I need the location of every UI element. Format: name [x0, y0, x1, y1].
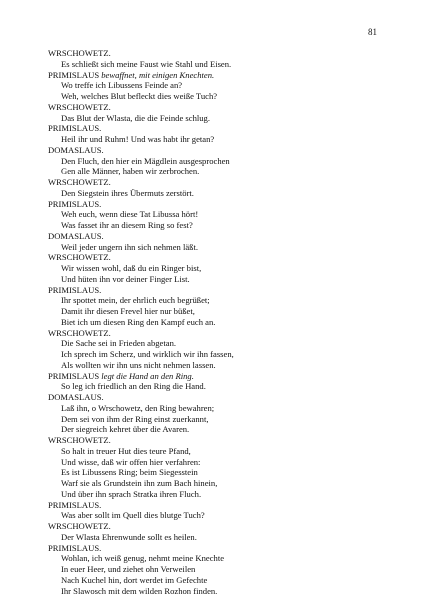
verse-text: Und wisse, daß wir offen hier verfahren:	[61, 456, 201, 467]
verse-line	[48, 478, 388, 489]
speaker-name	[48, 285, 388, 296]
verse-line	[48, 317, 388, 328]
speaker-label: WRSCHOWETZ.	[48, 252, 111, 263]
page-number: 81	[368, 27, 377, 37]
speaker-label: PRIMISLAUS.	[48, 284, 102, 295]
verse-line	[48, 510, 388, 521]
speaker-name	[48, 521, 388, 532]
stage-direction: bewaffnet, mit einigen Knechten.	[99, 69, 215, 80]
speaker-label: WRSCHOWETZ.	[48, 177, 111, 187]
verse-text: Ich sprech im Scherz, und wirklich wir ihn fassen,	[61, 349, 234, 359]
drama-text	[48, 48, 388, 596]
speaker-label: WRSCHOWETZ.	[48, 101, 111, 112]
verse-line	[48, 306, 388, 317]
speaker-name	[48, 199, 388, 210]
verse-line	[48, 220, 388, 231]
verse-text: Ihr Slawosch mit dem wilden Rozhon finden.	[61, 585, 218, 596]
verse-line	[48, 457, 388, 468]
verse-text: Wo treffe ich Libussens Feinde an?	[61, 80, 183, 91]
verse-text: Was aber sollt im Quell dies blutge Tuch?	[61, 510, 205, 521]
verse-line	[48, 166, 388, 177]
verse-text: Biet ich um diesen Ring den Kampf euch an.	[61, 316, 216, 327]
verse-text: Gen alle Männer, haben wir zerbrochen.	[61, 166, 200, 177]
verse-line	[48, 467, 388, 478]
speaker-name	[48, 371, 388, 382]
speaker-name	[48, 70, 388, 81]
speaker-label: WRSCHOWETZ.	[48, 521, 111, 531]
verse-text: Dem sei von ihm der Ring einst zuerkannt,	[61, 413, 209, 424]
stage-direction: legt die Hand an den Ring.	[99, 370, 194, 381]
speaker-name	[48, 177, 388, 188]
speaker-name	[48, 500, 388, 511]
verse-text: Der Wlasta Ehrenwunde sollt es heilen.	[61, 531, 197, 542]
speaker-name	[48, 328, 388, 339]
verse-text: So halt in treuer Hut dies teure Pfand,	[61, 445, 191, 456]
speaker-name	[48, 48, 388, 59]
verse-line	[48, 274, 388, 285]
speaker-label: PRIMISLAUS.	[48, 198, 102, 209]
speaker-name	[48, 543, 388, 554]
speaker-name	[48, 252, 388, 263]
speaker-name	[48, 231, 388, 242]
verse-text: Es schließt sich meine Faust wie Stahl und Eisen.	[61, 58, 232, 69]
verse-line	[48, 113, 388, 124]
verse-line	[48, 564, 388, 575]
verse-text: Das Blut der Wlasta, die die Feinde schlug.	[61, 112, 211, 123]
speaker-label: DOMASLAUS.	[48, 392, 104, 402]
speaker-label: PRIMISLAUS.	[48, 499, 102, 510]
speaker-label: PRIMISLAUS.	[48, 542, 102, 553]
speaker-label: WRSCHOWETZ.	[48, 48, 111, 58]
verse-line	[48, 242, 388, 253]
verse-text: So leg ich friedlich an den Ring die Hand.	[61, 381, 206, 392]
verse-line	[48, 349, 388, 360]
speaker-label: PRIMISLAUS	[48, 370, 100, 381]
verse-line	[48, 446, 388, 457]
verse-text: Die Sache sei in Frieden abgetan.	[61, 338, 177, 349]
verse-line	[48, 91, 388, 102]
verse-line	[48, 414, 388, 425]
speaker-label: PRIMISLAUS.	[48, 123, 102, 134]
verse-line	[48, 575, 388, 586]
verse-text: Weh, welches Blut befleckt dies weiße Tuch?	[61, 91, 218, 101]
verse-text: Damit ihr diesen Frevel hier nur büßet,	[61, 306, 195, 316]
verse-line	[48, 586, 388, 597]
verse-text: Den Fluch, den hier ein Mägdlein ausgesprochen	[61, 155, 230, 166]
speaker-name	[48, 435, 388, 446]
speaker-name	[48, 145, 388, 156]
speaker-label: PRIMISLAUS	[48, 69, 100, 80]
verse-line	[48, 532, 388, 543]
verse-text: Weil jeder ungern ihn sich nehmen läßt.	[61, 241, 199, 252]
verse-text: Weh euch, wenn diese Tat Libussa hört!	[61, 209, 199, 220]
verse-line	[48, 156, 388, 167]
speaker-label: DOMASLAUS.	[48, 144, 104, 155]
verse-text: Warf sie als Grundstein ihn zum Bach hinein,	[61, 478, 218, 488]
verse-text: Nach Kuchel hin, dort werdet im Gefechte	[61, 574, 208, 585]
verse-line	[48, 209, 388, 220]
verse-text: Und hüten ihn vor deiner Finger List.	[61, 273, 190, 284]
verse-line	[48, 59, 388, 70]
verse-text: Wir wissen wohl, daß du ein Ringer bist,	[61, 263, 202, 273]
verse-text: Als wollten wir ihn uns nicht nehmen lassen.	[61, 359, 216, 370]
speaker-name	[48, 392, 388, 403]
verse-line	[48, 553, 388, 564]
speaker-label: WRSCHOWETZ.	[48, 327, 111, 338]
verse-line	[48, 338, 388, 349]
verse-line	[48, 403, 388, 414]
verse-line	[48, 188, 388, 199]
verse-text: Laß ihn, o Wrschowetz, den Ring bewahren;	[61, 402, 215, 413]
verse-text: Heil ihr und Ruhm! Und was habt ihr getan?	[61, 134, 215, 144]
speaker-label: DOMASLAUS.	[48, 230, 104, 241]
verse-text: Ihr spottet mein, der ehrlich euch begrüßet;	[61, 295, 210, 306]
verse-line	[48, 360, 388, 371]
verse-line	[48, 424, 388, 435]
verse-line	[48, 489, 388, 500]
verse-line	[48, 134, 388, 145]
verse-text: Wohlan, ich weiß genug, nehmt meine Knechte	[61, 553, 225, 564]
verse-text: In euer Heer, und ziehet ohn Verweilen	[61, 564, 196, 574]
verse-line	[48, 295, 388, 306]
verse-text: Und über ihn sprach Stratka ihren Fluch.	[61, 488, 202, 499]
verse-text: Den Siegstein ihres Übermuts zerstört.	[61, 187, 194, 198]
verse-line	[48, 381, 388, 392]
verse-text: Der siegreich kehret über die Avaren.	[61, 424, 190, 435]
verse-text: Es ist Libussens Ring; beim Siegesstein	[61, 467, 198, 478]
speaker-name	[48, 102, 388, 113]
verse-text: Was fasset ihr an diesem Ring so fest?	[61, 220, 193, 230]
verse-line	[48, 263, 388, 274]
speaker-name	[48, 123, 388, 134]
speaker-label: WRSCHOWETZ.	[48, 435, 111, 445]
verse-line	[48, 80, 388, 91]
